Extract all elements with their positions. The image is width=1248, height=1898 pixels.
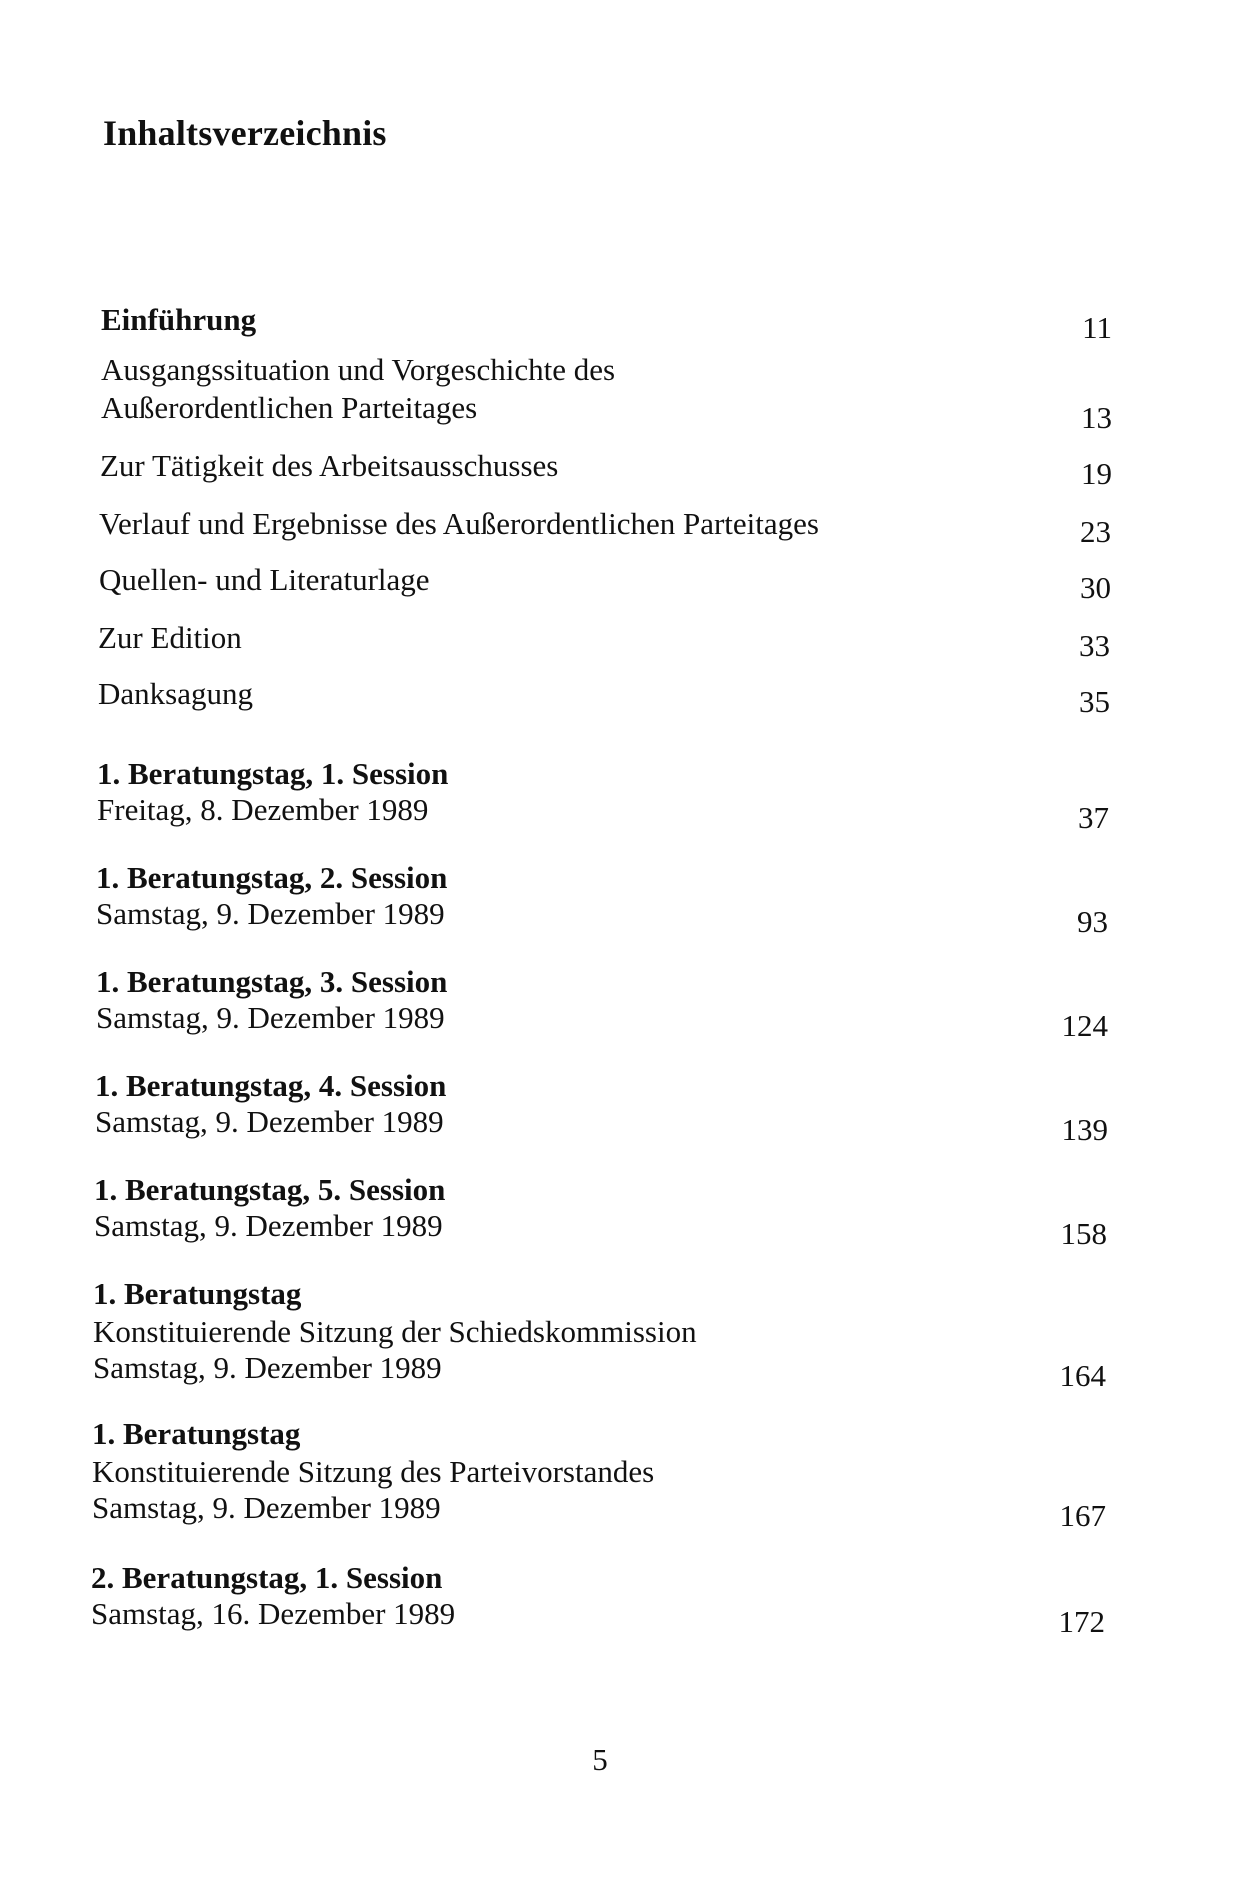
toc-entry-page-number: 139 bbox=[1061, 1112, 1108, 1147]
toc-entry-subline: Freitag, 8. Dezember 1989 bbox=[97, 792, 429, 827]
toc-entry-page-number: 19 bbox=[1081, 456, 1112, 491]
toc-entry-page-number: 167 bbox=[1059, 1498, 1106, 1533]
toc-entry-title: 1. Beratungstag, 4. Session bbox=[95, 1068, 447, 1103]
toc-entry-subline: Samstag, 9. Dezember 1989 bbox=[94, 1208, 443, 1243]
toc-entry-title: 1. Beratungstag, 2. Session bbox=[96, 860, 448, 895]
toc-entry-title: Quellen- und Literaturlage bbox=[99, 562, 430, 597]
page-title: Inhaltsverzeichnis bbox=[103, 113, 387, 153]
toc-entry-title: Zur Tätigkeit des Arbeitsausschusses bbox=[100, 448, 559, 483]
toc-entry-page-number: 158 bbox=[1060, 1216, 1107, 1251]
toc-entry-page-number: 13 bbox=[1081, 400, 1112, 435]
toc-entry-title: 2. Beratungstag, 1. Session bbox=[91, 1560, 443, 1595]
toc-entry-title: 1. Beratungstag, 5. Session bbox=[94, 1172, 446, 1207]
toc-entry-title: 1. Beratungstag bbox=[93, 1276, 302, 1311]
toc-entry-page-number: 37 bbox=[1078, 800, 1109, 835]
toc-entry-subline: Samstag, 9. Dezember 1989 bbox=[92, 1490, 441, 1525]
toc-entry-subline: Samstag, 9. Dezember 1989 bbox=[95, 1104, 444, 1139]
toc-entry-page-number: 33 bbox=[1079, 628, 1110, 663]
toc-entry-title: Einführung bbox=[101, 302, 257, 337]
toc-entry-title: Zur Edition bbox=[98, 620, 242, 655]
toc-entry-subline: Samstag, 9. Dezember 1989 bbox=[93, 1350, 442, 1385]
toc-entry-page-number: 124 bbox=[1061, 1008, 1108, 1043]
toc-entry-title: 1. Beratungstag bbox=[92, 1416, 301, 1451]
toc-entry-title: Verlauf und Ergebnisse des Außerordentlichen Parteitages bbox=[99, 506, 819, 541]
toc-entry-page-number: 172 bbox=[1058, 1604, 1105, 1639]
toc-entry-title: Ausgangssituation und Vorgeschichte des bbox=[101, 352, 616, 387]
toc-entry-page-number: 35 bbox=[1079, 684, 1110, 719]
toc-entry-subline: Außerordentlichen Parteitages bbox=[101, 390, 478, 425]
toc-entry-page-number: 11 bbox=[1082, 310, 1112, 345]
toc-entry-subline: Samstag, 16. Dezember 1989 bbox=[91, 1596, 456, 1631]
toc-entry-page-number: 164 bbox=[1059, 1358, 1106, 1393]
toc-entry-page-number: 23 bbox=[1080, 514, 1111, 549]
page-number: 5 bbox=[592, 1742, 608, 1777]
toc-entry-subline: Samstag, 9. Dezember 1989 bbox=[96, 896, 445, 931]
toc-entry-page-number: 30 bbox=[1080, 570, 1111, 605]
toc-entry-subline: Konstituierende Sitzung der Schiedskommission bbox=[93, 1314, 697, 1349]
toc-entry-title: Danksagung bbox=[98, 676, 253, 711]
toc-entry-title: 1. Beratungstag, 3. Session bbox=[96, 964, 448, 999]
toc-entry-subline: Samstag, 9. Dezember 1989 bbox=[96, 1000, 445, 1035]
toc-entry-title: 1. Beratungstag, 1. Session bbox=[97, 756, 449, 791]
toc-entry-page-number: 93 bbox=[1077, 904, 1108, 939]
toc-entry-subline: Konstituierende Sitzung des Parteivorstandes bbox=[92, 1454, 655, 1489]
